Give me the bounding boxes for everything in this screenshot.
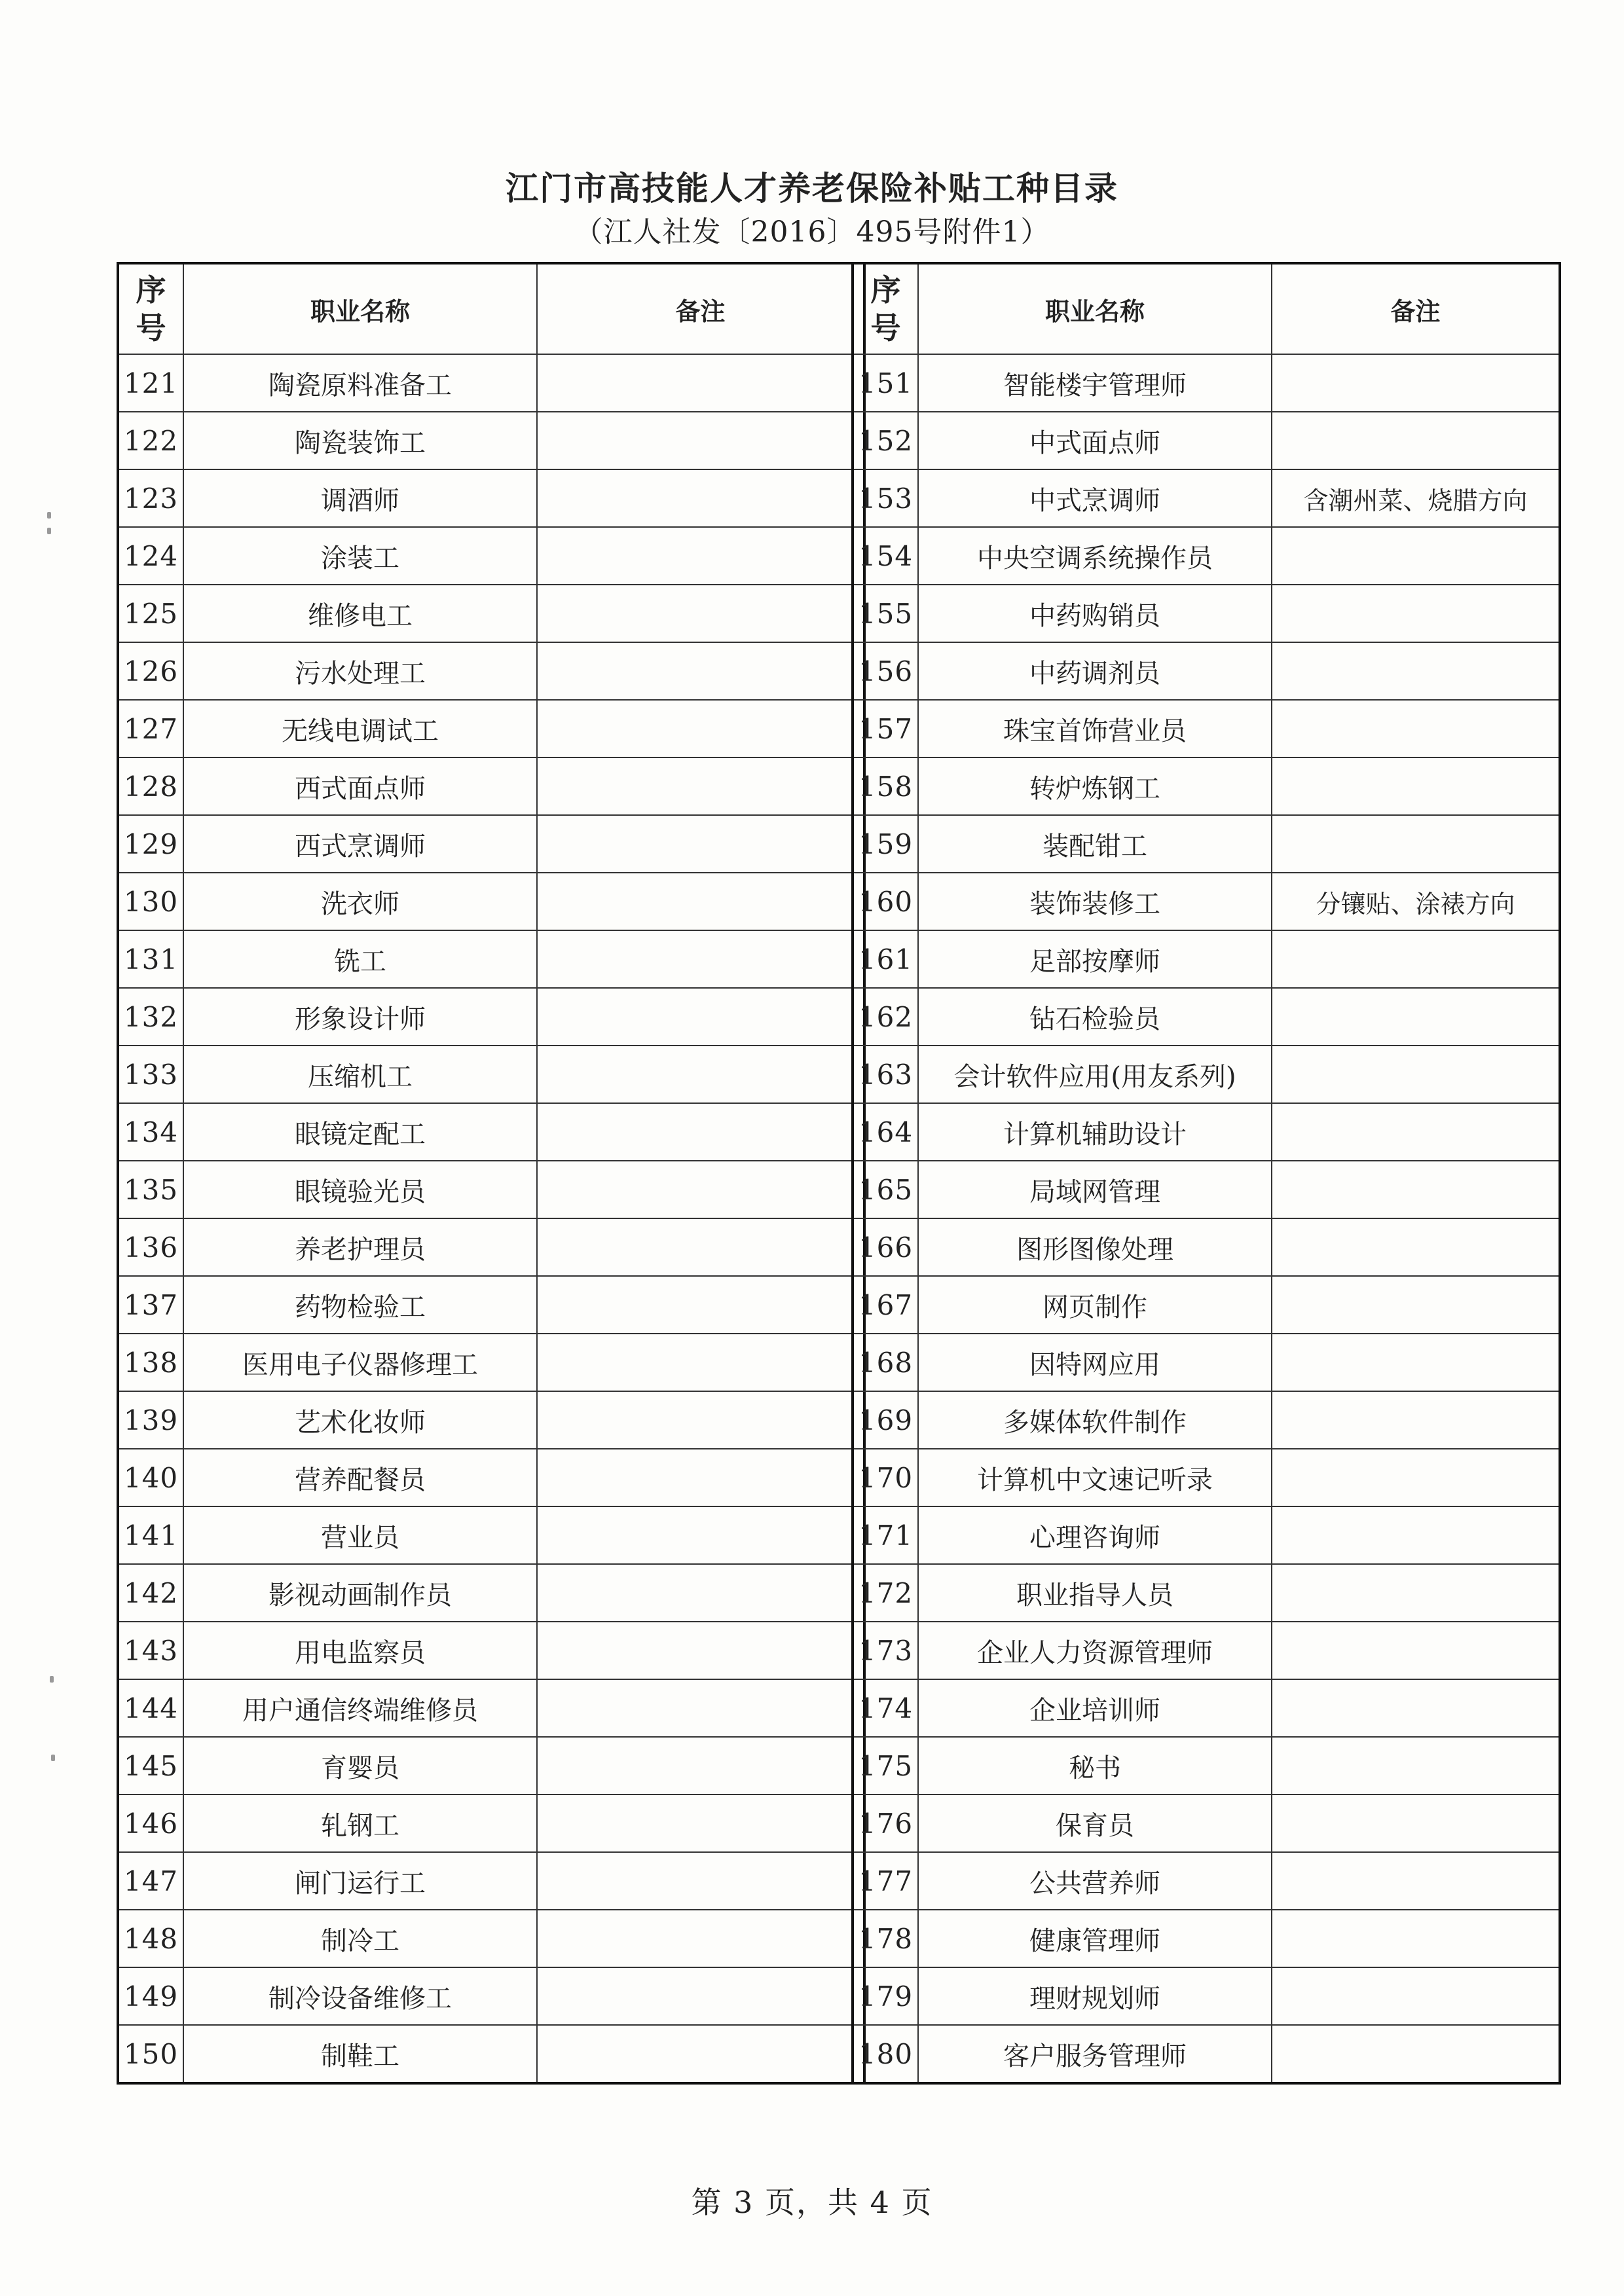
row-seq-number: 179	[853, 1967, 918, 2025]
row-seq-number: 159	[853, 815, 918, 873]
row-seq-number: 129	[118, 815, 183, 873]
table-row	[853, 2025, 1560, 2083]
scan-speck	[51, 1755, 55, 1761]
document-subtitle: （江人社发〔2016〕495号附件1）	[574, 215, 1050, 249]
row-occupation-name: 中药购销员	[918, 585, 1272, 642]
row-occupation-name: 企业培训师	[918, 1679, 1272, 1737]
row-seq-number: 134	[118, 1103, 183, 1161]
row-occupation-name: 会计软件应用(用友系列)	[918, 1046, 1272, 1103]
row-occupation-name: 装饰装修工	[918, 873, 1272, 930]
row-note	[537, 1506, 864, 1564]
row-occupation-name: 眼镜定配工	[183, 1103, 537, 1161]
row-note	[1272, 585, 1560, 642]
row-occupation-name: 计算机中文速记听录	[918, 1449, 1272, 1506]
row-seq-number: 147	[118, 1852, 183, 1910]
row-occupation-name: 智能楼宇管理师	[918, 354, 1272, 412]
row-seq-number: 148	[118, 1910, 183, 1967]
table-row	[118, 1910, 864, 1967]
row-note	[1272, 1103, 1560, 1161]
row-seq-number: 130	[118, 873, 183, 930]
row-occupation-name: 图形图像处理	[918, 1218, 1272, 1276]
row-note	[537, 700, 864, 757]
row-seq-number: 154	[853, 527, 918, 585]
table-row	[118, 873, 864, 930]
row-seq-number: 168	[853, 1334, 918, 1391]
row-occupation-name: 网页制作	[918, 1276, 1272, 1334]
table-row	[118, 1161, 864, 1218]
row-note	[1272, 2025, 1560, 2083]
row-note	[537, 1564, 864, 1622]
header-seq: 序 号	[118, 263, 183, 354]
table-row	[118, 1449, 864, 1506]
row-seq-number: 145	[118, 1737, 183, 1795]
table-row	[118, 527, 864, 585]
row-occupation-name: 计算机辅助设计	[918, 1103, 1272, 1161]
row-seq-number: 176	[853, 1795, 918, 1852]
table-row	[118, 354, 864, 412]
row-note	[1272, 988, 1560, 1046]
row-occupation-name: 多媒体软件制作	[918, 1391, 1272, 1449]
table-row	[853, 1161, 1560, 1218]
row-occupation-name: 养老护理员	[183, 1218, 537, 1276]
row-occupation-name: 客户服务管理师	[918, 2025, 1272, 2083]
row-note	[537, 930, 864, 988]
row-seq-number: 122	[118, 412, 183, 469]
row-seq-number: 150	[118, 2025, 183, 2083]
page-number-footer: 第 3 页，共 4 页	[691, 2185, 933, 2220]
table-row	[853, 1449, 1560, 1506]
table-row	[118, 1967, 864, 2025]
row-occupation-name: 公共营养师	[918, 1852, 1272, 1910]
row-occupation-name: 陶瓷原料准备工	[183, 354, 537, 412]
scan-speck	[47, 528, 51, 534]
table-row	[853, 585, 1560, 642]
table-row	[118, 1218, 864, 1276]
row-note	[537, 1449, 864, 1506]
row-seq-number: 143	[118, 1622, 183, 1679]
row-seq-number: 151	[853, 354, 918, 412]
row-occupation-name: 调酒师	[183, 469, 537, 527]
row-note	[1272, 1161, 1560, 1218]
row-note	[1272, 700, 1560, 757]
table-row	[853, 930, 1560, 988]
row-occupation-name: 闸门运行工	[183, 1852, 537, 1910]
row-note	[537, 1103, 864, 1161]
row-occupation-name: 制冷设备维修工	[183, 1967, 537, 2025]
row-note	[1272, 1564, 1560, 1622]
row-note: 含潮州菜、烧腊方向	[1272, 469, 1560, 527]
row-seq-number: 163	[853, 1046, 918, 1103]
row-occupation-name: 营业员	[183, 1506, 537, 1564]
row-seq-number: 139	[118, 1391, 183, 1449]
row-seq-number: 142	[118, 1564, 183, 1622]
row-occupation-name: 艺术化妆师	[183, 1391, 537, 1449]
table-row	[118, 1679, 864, 1737]
row-note	[537, 1218, 864, 1276]
row-seq-number: 174	[853, 1679, 918, 1737]
header-note: 备注	[1272, 263, 1560, 354]
row-occupation-name: 眼镜验光员	[183, 1161, 537, 1218]
row-occupation-name: 医用电子仪器修理工	[183, 1334, 537, 1391]
table-row	[118, 1795, 864, 1852]
table-row	[853, 757, 1560, 815]
row-note: 分镶贴、涂裱方向	[1272, 873, 1560, 930]
row-seq-number: 169	[853, 1391, 918, 1449]
row-seq-number: 138	[118, 1334, 183, 1391]
row-seq-number: 121	[118, 354, 183, 412]
table-row	[118, 1334, 864, 1391]
row-occupation-name: 营养配餐员	[183, 1449, 537, 1506]
table-row	[118, 1276, 864, 1334]
row-note	[1272, 412, 1560, 469]
row-seq-number: 170	[853, 1449, 918, 1506]
row-note	[537, 1276, 864, 1334]
table-row	[853, 1910, 1560, 1967]
row-note	[537, 2025, 864, 2083]
header-seq: 序 号	[853, 263, 918, 354]
row-seq-number: 171	[853, 1506, 918, 1564]
row-note	[537, 1161, 864, 1218]
row-occupation-name: 洗衣师	[183, 873, 537, 930]
row-seq-number: 149	[118, 1967, 183, 2025]
row-occupation-name: 企业人力资源管理师	[918, 1622, 1272, 1679]
row-seq-number: 158	[853, 757, 918, 815]
row-occupation-name: 用电监察员	[183, 1622, 537, 1679]
row-occupation-name: 中药调剂员	[918, 642, 1272, 700]
row-note	[537, 1910, 864, 1967]
document-title: 江门市高技能人才养老保险补贴工种目录	[506, 170, 1118, 208]
table-row	[118, 1622, 864, 1679]
table-row	[118, 1506, 864, 1564]
row-occupation-name: 涂装工	[183, 527, 537, 585]
row-note	[537, 527, 864, 585]
table-row	[853, 1737, 1560, 1795]
table-row	[118, 815, 864, 873]
table-row	[118, 1564, 864, 1622]
row-note	[1272, 930, 1560, 988]
row-seq-number: 136	[118, 1218, 183, 1276]
row-note	[537, 1622, 864, 1679]
row-seq-number: 123	[118, 469, 183, 527]
row-seq-number: 155	[853, 585, 918, 642]
table-row	[853, 1967, 1560, 2025]
row-occupation-name: 陶瓷装饰工	[183, 412, 537, 469]
table-row	[118, 1391, 864, 1449]
row-note	[537, 1334, 864, 1391]
scan-speck	[50, 1676, 54, 1683]
row-note	[537, 1391, 864, 1449]
row-seq-number: 137	[118, 1276, 183, 1334]
row-seq-number: 125	[118, 585, 183, 642]
row-seq-number: 160	[853, 873, 918, 930]
row-note	[1272, 757, 1560, 815]
header-occupation-name: 职业名称	[918, 263, 1272, 354]
table-row	[853, 1046, 1560, 1103]
row-seq-number: 127	[118, 700, 183, 757]
row-note	[1272, 1679, 1560, 1737]
row-seq-number: 131	[118, 930, 183, 988]
table-row	[118, 412, 864, 469]
table-row	[118, 1046, 864, 1103]
row-note	[1272, 815, 1560, 873]
table-row	[853, 527, 1560, 585]
table-row	[118, 642, 864, 700]
row-note	[1272, 1967, 1560, 2025]
row-occupation-name: 保育员	[918, 1795, 1272, 1852]
row-occupation-name: 职业指导人员	[918, 1564, 1272, 1622]
row-occupation-name: 药物检验工	[183, 1276, 537, 1334]
row-occupation-name: 育婴员	[183, 1737, 537, 1795]
table-row	[118, 700, 864, 757]
table-row	[853, 1218, 1560, 1276]
row-seq-number: 165	[853, 1161, 918, 1218]
table-row	[118, 1852, 864, 1910]
row-seq-number: 162	[853, 988, 918, 1046]
row-note	[1272, 354, 1560, 412]
table-row	[853, 1391, 1560, 1449]
row-occupation-name: 秘书	[918, 1737, 1272, 1795]
row-seq-number: 164	[853, 1103, 918, 1161]
row-note	[1272, 527, 1560, 585]
table-row	[118, 469, 864, 527]
row-seq-number: 178	[853, 1910, 918, 1967]
row-occupation-name: 珠宝首饰营业员	[918, 700, 1272, 757]
row-seq-number: 144	[118, 1679, 183, 1737]
table-row	[118, 1103, 864, 1161]
row-occupation-name: 西式烹调师	[183, 815, 537, 873]
table-row	[853, 1795, 1560, 1852]
occupation-table-right	[851, 262, 1561, 2085]
table-row	[118, 2025, 864, 2083]
row-occupation-name: 中式面点师	[918, 412, 1272, 469]
row-seq-number: 133	[118, 1046, 183, 1103]
row-seq-number: 128	[118, 757, 183, 815]
table-row	[853, 700, 1560, 757]
table-row	[853, 815, 1560, 873]
row-note	[537, 1852, 864, 1910]
row-note	[1272, 1622, 1560, 1679]
row-occupation-name: 钻石检验员	[918, 988, 1272, 1046]
row-note	[1272, 1218, 1560, 1276]
row-note	[537, 412, 864, 469]
row-note	[537, 1046, 864, 1103]
row-occupation-name: 用户通信终端维修员	[183, 1679, 537, 1737]
row-seq-number: 141	[118, 1506, 183, 1564]
row-note	[1272, 1276, 1560, 1334]
row-seq-number: 140	[118, 1449, 183, 1506]
row-occupation-name: 心理咨询师	[918, 1506, 1272, 1564]
row-note	[1272, 1449, 1560, 1506]
row-note	[537, 815, 864, 873]
row-seq-number: 177	[853, 1852, 918, 1910]
header-occupation-name: 职业名称	[183, 263, 537, 354]
row-occupation-name: 铣工	[183, 930, 537, 988]
table-row	[853, 1334, 1560, 1391]
row-note	[1272, 1852, 1560, 1910]
table-row	[853, 988, 1560, 1046]
row-seq-number: 152	[853, 412, 918, 469]
row-occupation-name: 健康管理师	[918, 1910, 1272, 1967]
row-occupation-name: 局域网管理	[918, 1161, 1272, 1218]
row-occupation-name: 制冷工	[183, 1910, 537, 1967]
row-occupation-name: 中式烹调师	[918, 469, 1272, 527]
row-note	[537, 1737, 864, 1795]
row-note	[1272, 1391, 1560, 1449]
row-note	[537, 585, 864, 642]
row-occupation-name: 足部按摩师	[918, 930, 1272, 988]
row-note	[537, 1679, 864, 1737]
row-occupation-name: 西式面点师	[183, 757, 537, 815]
row-note	[1272, 1910, 1560, 1967]
table-row	[118, 930, 864, 988]
table-row	[853, 642, 1560, 700]
table-row	[118, 757, 864, 815]
row-occupation-name: 装配钳工	[918, 815, 1272, 873]
row-occupation-name: 轧钢工	[183, 1795, 537, 1852]
row-note	[537, 354, 864, 412]
row-note	[1272, 1046, 1560, 1103]
table-header-row	[853, 263, 1560, 354]
row-seq-number: 172	[853, 1564, 918, 1622]
row-occupation-name: 维修电工	[183, 585, 537, 642]
table-header-row	[118, 263, 864, 354]
table-row	[118, 988, 864, 1046]
row-seq-number: 153	[853, 469, 918, 527]
scan-speck	[47, 512, 51, 519]
row-note	[1272, 1506, 1560, 1564]
table-row	[853, 469, 1560, 527]
row-occupation-name: 中央空调系统操作员	[918, 527, 1272, 585]
row-seq-number: 166	[853, 1218, 918, 1276]
row-occupation-name: 无线电调试工	[183, 700, 537, 757]
occupation-table-left	[117, 262, 866, 2085]
header-note: 备注	[537, 263, 864, 354]
table-row	[853, 1276, 1560, 1334]
table-row	[853, 873, 1560, 930]
row-note	[537, 642, 864, 700]
row-seq-number: 156	[853, 642, 918, 700]
row-seq-number: 124	[118, 527, 183, 585]
row-note	[537, 1967, 864, 2025]
row-note	[537, 988, 864, 1046]
row-note	[537, 469, 864, 527]
row-note	[1272, 642, 1560, 700]
row-occupation-name: 理财规划师	[918, 1967, 1272, 2025]
row-occupation-name: 污水处理工	[183, 642, 537, 700]
table-row	[853, 1679, 1560, 1737]
row-seq-number: 146	[118, 1795, 183, 1852]
row-occupation-name: 压缩机工	[183, 1046, 537, 1103]
row-occupation-name: 转炉炼钢工	[918, 757, 1272, 815]
table-row	[118, 1737, 864, 1795]
row-note	[1272, 1737, 1560, 1795]
table-row	[853, 1622, 1560, 1679]
row-seq-number: 175	[853, 1737, 918, 1795]
table-row	[853, 1103, 1560, 1161]
row-seq-number: 180	[853, 2025, 918, 2083]
row-seq-number: 161	[853, 930, 918, 988]
row-seq-number: 135	[118, 1161, 183, 1218]
row-occupation-name: 形象设计师	[183, 988, 537, 1046]
row-note	[1272, 1334, 1560, 1391]
table-row	[853, 1852, 1560, 1910]
row-note	[537, 757, 864, 815]
row-seq-number: 132	[118, 988, 183, 1046]
row-note	[537, 873, 864, 930]
row-occupation-name: 因特网应用	[918, 1334, 1272, 1391]
table-row	[853, 412, 1560, 469]
row-seq-number: 167	[853, 1276, 918, 1334]
table-row	[853, 1506, 1560, 1564]
table-row	[118, 585, 864, 642]
row-seq-number: 126	[118, 642, 183, 700]
table-row	[853, 1564, 1560, 1622]
row-seq-number: 173	[853, 1622, 918, 1679]
row-note	[537, 1795, 864, 1852]
row-occupation-name: 影视动画制作员	[183, 1564, 537, 1622]
row-note	[1272, 1795, 1560, 1852]
table-row	[853, 354, 1560, 412]
row-seq-number: 157	[853, 700, 918, 757]
row-occupation-name: 制鞋工	[183, 2025, 537, 2083]
